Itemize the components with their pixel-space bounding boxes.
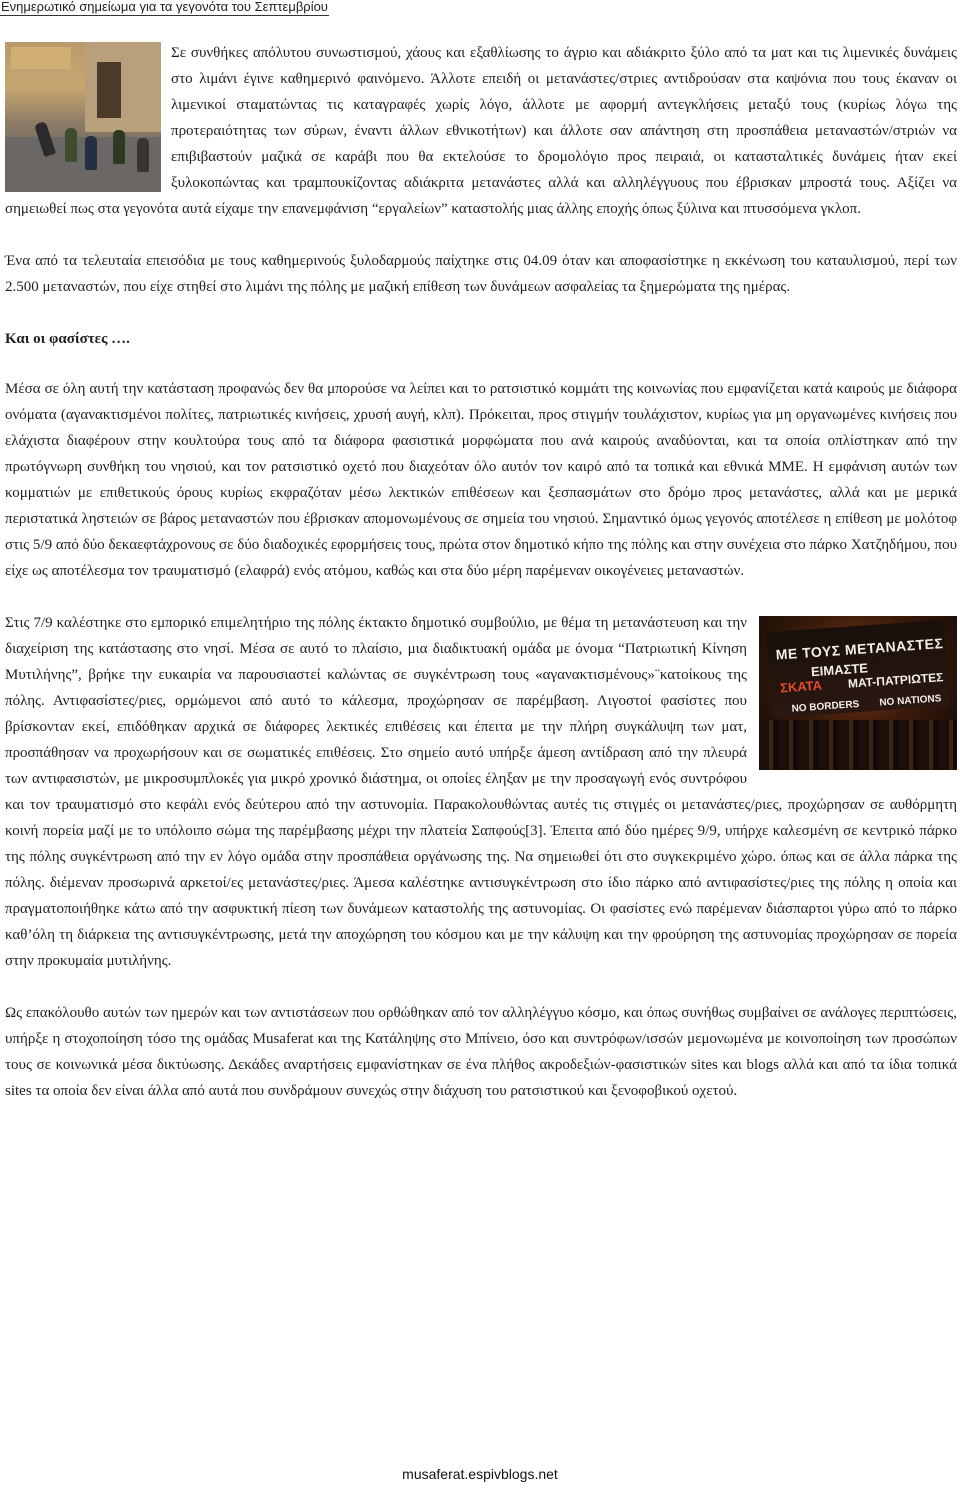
page-header	[0, 0, 960, 18]
paragraph-1: Σε συνθήκες απόλυτου συνωστισμού, χάους και εξαθλίωσης το άγριο και αδιάκριτο ξύλο από τα ματ και τις λιμενικές δυνάμεις στο λιμάνι έγινε καθημερινό φαινόμενο. Άλλοτε επειδή οι μετανάστες/στριες αντιδρούσαν στα καψόνια που τους έκαναν οι λιμενικοί σταματώντας τις καταγραφές χωρίς λόγο, άλλοτε με αφορμή αντεγκλήσεις μεταξύ τους (κυρίως λόγω της προτεραιότητας των σύρων, έναντι άλλων εθνικοτήτων) και άλλοτε σαν απάντηση στη προσπάθεια μεταναστών/στριών να επιβιβαστούν μαζικά σε καράβι που θα εκτελούσε το δρομολόγιο προς πειραιά, οι κατασταλτικές δυνάμεις ήταν εκεί ξυλοκοπώντας και τραμπουκίζοντας αδιάκριτα μετανάστες αλλά και αλληλέγγυους που έβρισκαν μπροστά τους. Αξίζει να σημειωθεί πως στα γεγονότα αυτά είχαμε την επανεμφάνιση “εργαλείων” καταστολής μιας άλλης εποχής όπως ξύλινα και πτυσσόμενα γκλοπ.	[5, 45, 957, 217]
building-door	[97, 62, 121, 118]
banner-text: ΣΚΑΤΑ	[779, 677, 823, 696]
riot-police-figure	[65, 128, 77, 162]
section-heading: Και οι φασίστες ….	[5, 331, 130, 347]
banner-text: ΜΕ ΤΟΥΣ ΜΕΤΑΝΑΣΤΕΣ	[775, 635, 944, 663]
paragraph-4: Στις 7/9 καλέστηκε στο εμπορικό επιμελητήριο της πόλης έκτακτο δημοτικό συμβούλιο, με θέμα τη μετανάστευση και την διαχείριση της κατάστασης στο νησί. Μέσα σε αυτό το πλαίσιο, μια διαδικτυακή ομάδα με όνομα “Πατριωτική Κίνηση Μυτιλήνης”, βρήκε την ευκαιρία να παρουσιαστεί καλώντας σε συγκέντρωση τους «αγανακτισμένους»¨κατοίκους της πόλης. Αντιφασίστες/ριες, ορμώμενοι από αυτό το κάλεσμα, προχώρησαν σε παρέμβαση. Λιγοστοί φασίστες που βρίσκονταν εκεί, επιδόθηκαν αρχικά σε διάφορες λεκτικές επιθέσεις και έπειτα με την πλήρη συγκάλυψη των ματ, προσπάθησαν να προχωρήσουν και σε σωματικές επιθέσεις. Στο σημείο αυτό υπήρξε άμεση αντίδραση από την πλευρά των αντιφασιστών, με μικροσυμπλοκές για μικρό χρονικό διάστημα, οι οποίες έληξαν με την προσαγωγή ενός συντρόφου και τον τραυματισμό στο κεφάλι ενός δεύτερου από την αστυνομία. Παρακολουθώντας αυτές τις στιγμές οι μετανάστες/ριες, προχώρησαν σε αυθόρμητη κοινή πορεία μαζί με το υπόλοιπο σώμα της παρέμβασης μέχρι την πλατεία Σαπφούς[3]. Έπειτα από δύο ημέρες 9/9, υπήρχε καλεσμένη σε κεντρικό πάρκο της πόλης συγκέντρωση από την εν λόγο ομάδα στην προσπάθεια οργάνωσης της. Να σημειωθεί ότι στο συγκεκριμένο χώρο. όπως και σε άλλα πάρκα της πόλης. διέμεναν προσωρινά αρκετοί/ες μετανάστες/ριες. Άμεσα καλέστηκε αντισυγκέντρωση στο ίδιο πάρκο από αντιφασίστες/ριες της πόλης η οποία και πραγματοποιήθηκε κάτω από την ασφυκτική πίεση των δυνάμεων καταστολής της αστυνομίας. Οι φασίστες ενώ παρέμεναν διάσπαρτοι γύρω από το πάρκο καθ’όλη τη διάρκεια της αντισυγκέντρωσης, μετά την αποχώρηση του κόσμου και με την κάλυψη και την φρούρηση της αστυνομίας προχώρησαν σε πορεία στην προκυμαία μυτιλήνης.	[5, 615, 957, 969]
antifascist-banner-photo	[759, 616, 957, 770]
footer-site-link[interactable]: musaferat.espivblogs.net	[402, 1466, 558, 1482]
port-clash-photo	[5, 42, 161, 192]
riot-police-figure	[85, 136, 97, 170]
banner-text: NO BORDERS	[791, 699, 860, 715]
document-title: Ενημερωτικό σημείωμα για τα γεγονότα του Σεπτεμβρίου	[1, 0, 328, 14]
crowd-figure	[137, 138, 149, 172]
protest-banner	[766, 620, 950, 718]
paragraph-2: Ένα από τα τελευταία επεισόδια με τους καθημερινούς ξυλοδαρμούς παίχτηκε στις 04.09 όταν και αποφασίστηκε η εκκένωση του καταυλισμού, περί των 2.500 μεταναστών, που είχε στηθεί στο λιμάνι της πόλης με μαζική επίθεση των δυνάμεων ασφαλείας τα ξημερώματα της ημέρας.	[5, 253, 957, 295]
page-footer	[0, 1466, 960, 1482]
banner-text: NO NATIONS	[879, 693, 942, 709]
paragraph-3: Μέσα σε όλη αυτή την κατάσταση προφανώς δεν θα μπορούσε να λείπει και το ρατσιστικό κομμάτι της κοινωνίας που εμφανίζεται κατά καιρούς με διάφορα ονόματα (αγανακτισμένοι πολίτες, πατριωτικές κινήσεις, χρυσή αυγή, κλπ). Πρόκειται, προς στιγμήν τουλάχιστον, κυρίως για μη οργανωμένες κινήσεις που ελάχιστα διαφέρουν στην κουλτούρα τους από τα διάφορα φασιστικά μορφώματα που ανά καιρούς αναδύονται, και τα οποία οπλίστηκαν από την πρωτόγνωρη συνθήκη του νησιού, και τον ρατσιστικό οχετό που διαχεόταν όλο αυτόν τον καιρό από τα τοπικά και εθνικά ΜΜΕ. Η εμφάνιση αυτών των κομματιών με επιθετικούς όρους κυρίως εκφραζόταν μέσω λεκτικών επιθέσεων και ξεσπασμάτων στο δρόμο προς μετανάστες, αλλά και με μερικά περιστατικά ληστειών σε βάρος μεταναστών που έβρισκαν απομονωμένους σε σημεία του νησιού. Σημαντικό όμως γεγονός αποτέλεσε η επίθεση με μολότοφ στις 5/9 από δύο δεκαεφτάχρονους σε δύο διαδοχικές εφορμήσεις τους, πρώτα στον δημοτικό κήπο της πόλης και στην συνέχεια στο πάρκο Χατζηδήμου, που είχε ως αποτέλεσμα τον τραυματισμό (ελαφρά) ενός ατόμου, καθώς και στα δύο μέρη παρέμεναν οικογένειες μεταναστών.	[5, 381, 957, 579]
riot-police-figure	[113, 130, 125, 164]
banner-text: ΕΙΜΑΣΤΕ	[810, 660, 869, 680]
banner-text: ΜΑΤ-ΠΑΤΡΙΩΤΕΣ	[847, 670, 944, 691]
article-body	[5, 40, 957, 1130]
protest-crowd	[759, 720, 957, 770]
shop-sign	[11, 47, 71, 69]
paragraph-5: Ως επακόλουθο αυτών των ημερών και των αντιστάσεων που ορθώθηκαν από τον αλληλέγγυο κόσμο, και όπως συνήθως συμβαίνει σε ανάλογες περιπτώσεις, υπήρξε η στοχοποίηση τόσο της ομάδας Musaferat και της Κατάληψης στο Μπίνειο, όσο και συντρόφων/ισσών μεμονωμένα με κοινοποίηση των προσώπων τους σε κοινωνικά μέσα δικτύωσης. Δεκάδες αναρτήσεις εμφανίστηκαν σε ένα πλήθος ακροδεξιών-φασιστικών sites και blogs αλλά και από τα ίδια τοπικά sites τα οποία δεν είναι άλλα από αυτά που συνδράμουν συνεχώς στην διάχυση του ρατσιστικού και ξενοφοβικού οχετού.	[5, 1005, 957, 1099]
